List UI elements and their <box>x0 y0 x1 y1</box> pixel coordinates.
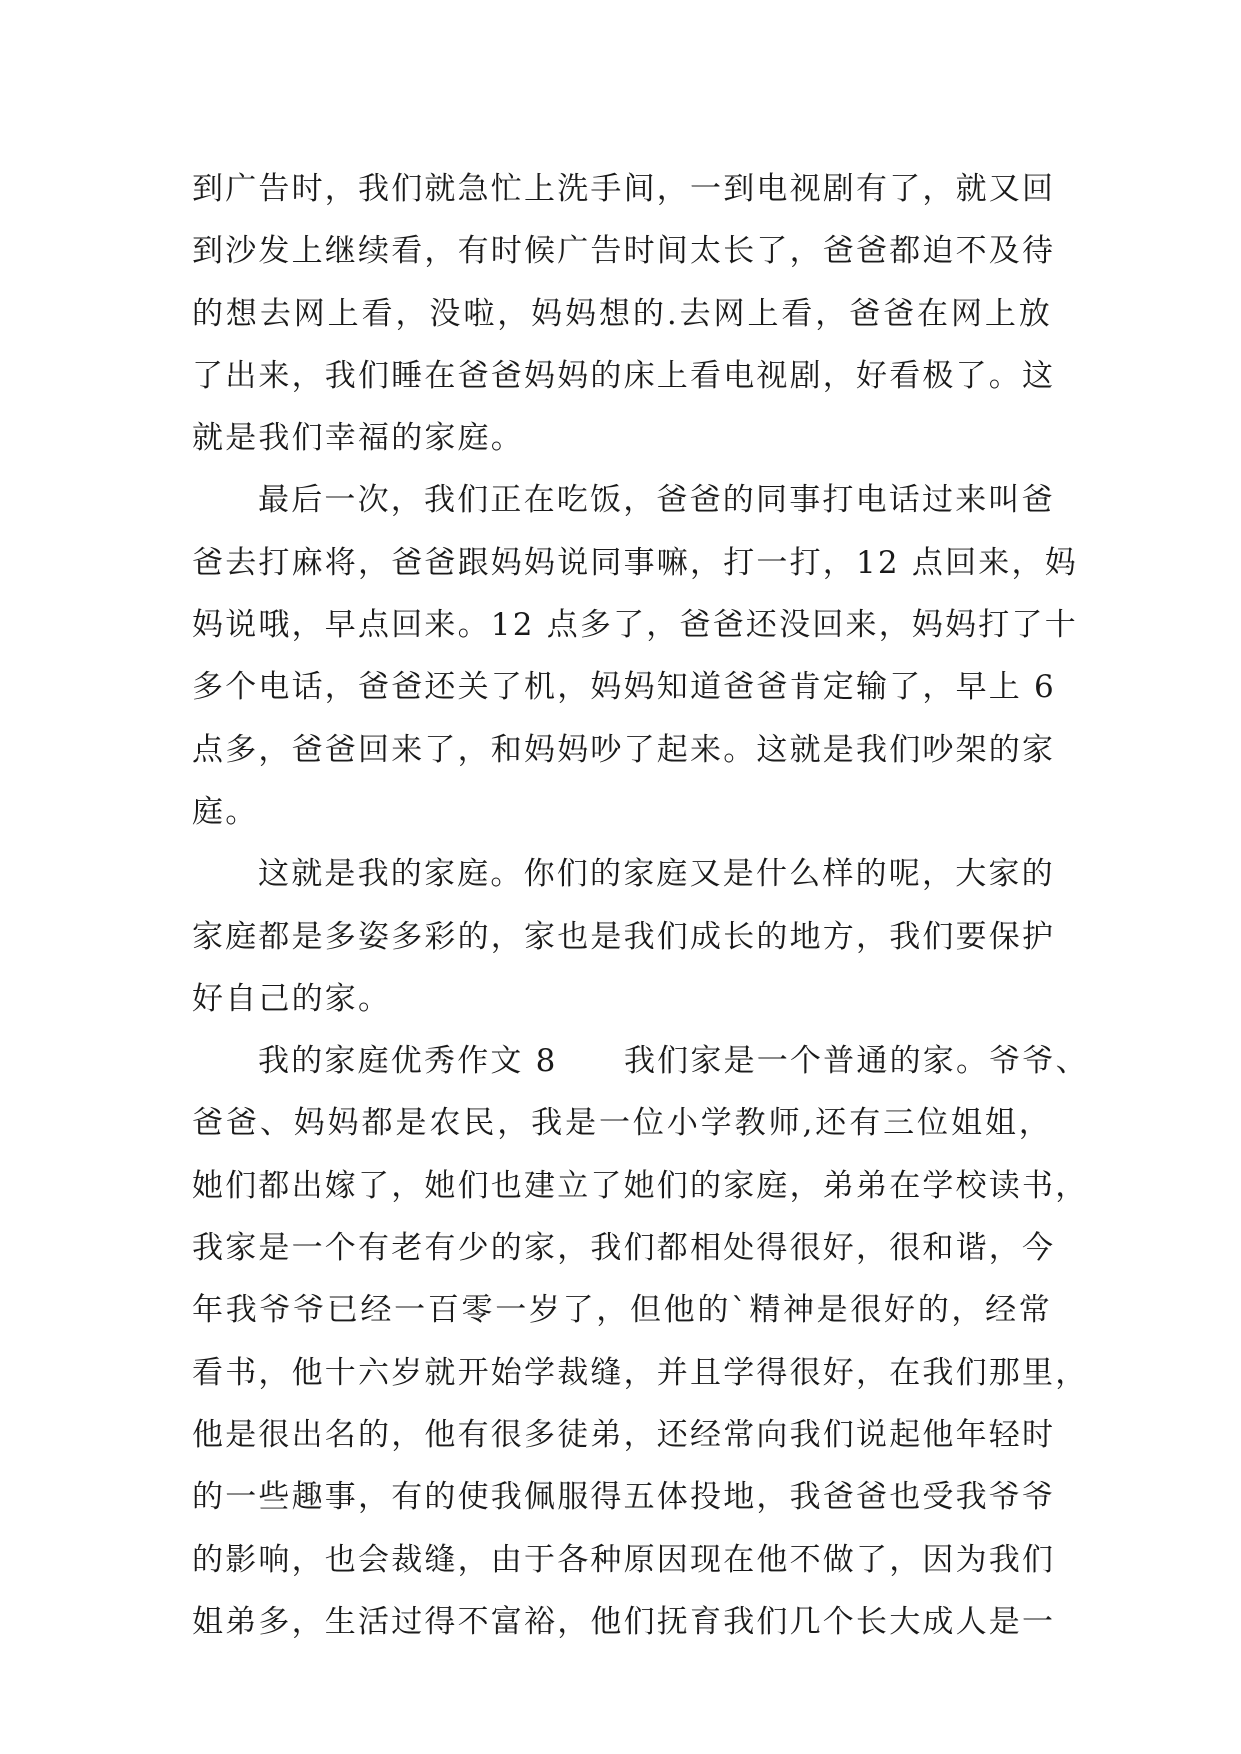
paragraph-conclusion <box>192 843 1056 1030</box>
text-line: 的影响，也会裁缝，由于各种原因现在他不做了，因为我们 <box>192 1541 1056 1578</box>
text-line: 他是很出名的，他有很多徒弟，还经常向我们说起他年轻时 <box>192 1416 1056 1453</box>
text-line: 爸爸、妈妈都是农民，我是一位小学教师,还有三位姐姐， <box>192 1105 1052 1142</box>
text-line: 好自己的家。 <box>192 980 392 1017</box>
text-line: 看书，他十六岁就开始学裁缝，并且学得很好，在我们那里， <box>192 1354 1089 1391</box>
paragraph-quarrel <box>192 469 1078 843</box>
text-line: 就是我们幸福的家庭。 <box>192 420 524 457</box>
text-line: 家庭都是多姿多彩的，家也是我们成长的地方，我们要保护 <box>192 918 1056 955</box>
text-line: 庭。 <box>192 793 259 830</box>
paragraph-essay-8 <box>192 1030 1089 1653</box>
text-line: 她们都出嫁了，她们也建立了她们的家庭，弟弟在学校读书， <box>192 1167 1089 1204</box>
text-line: 妈说哦，早点回来。12 点多了，爸爸还没回来，妈妈打了十 <box>192 607 1078 644</box>
text-line: 多个电话，爸爸还关了机，妈妈知道爸爸肯定输了，早上 6 <box>192 669 1056 706</box>
text-line: 年我爷爷已经一百零一岁了，但他的`精神是很好的，经常 <box>192 1292 1052 1329</box>
text-line: 点多，爸爸回来了，和妈妈吵了起来。这就是我们吵架的家 <box>192 731 1056 768</box>
paragraph-tv-watching <box>192 158 1056 469</box>
text-line: 了出来，我们睡在爸爸妈妈的床上看电视剧，好看极了。这 <box>192 357 1056 394</box>
text-line: 姐弟多，生活过得不富裕，他们抚育我们几个长大成人是一 <box>192 1603 1056 1640</box>
text-line: 这就是我的家庭。你们的家庭又是什么样的呢，大家的 <box>258 856 1055 893</box>
text-line: 的想去网上看，没啦，妈妈想的.去网上看，爸爸在网上放 <box>192 295 1052 332</box>
text-line: 到沙发上继续看，有时候广告时间太长了，爸爸都迫不及待 <box>192 233 1056 270</box>
text-line: 最后一次，我们正在吃饭，爸爸的同事打电话过来叫爸 <box>258 482 1055 519</box>
document-page <box>192 158 1089 1653</box>
text-line: 爸去打麻将，爸爸跟妈妈说同事嘛，打一打，12 点回来，妈 <box>192 544 1078 581</box>
text-line: 到广告时，我们就急忙上洗手间，一到电视剧有了，就又回 <box>192 171 1056 207</box>
text-line: 的一些趣事，有的使我佩服得五体投地，我爸爸也受我爷爷 <box>192 1479 1056 1516</box>
text-line: 我的家庭优秀作文 8 我们家是一个普通的家。爷爷、 <box>258 1043 1089 1080</box>
text-line: 我家是一个有老有少的家，我们都相处得很好，很和谐，今 <box>192 1230 1056 1267</box>
